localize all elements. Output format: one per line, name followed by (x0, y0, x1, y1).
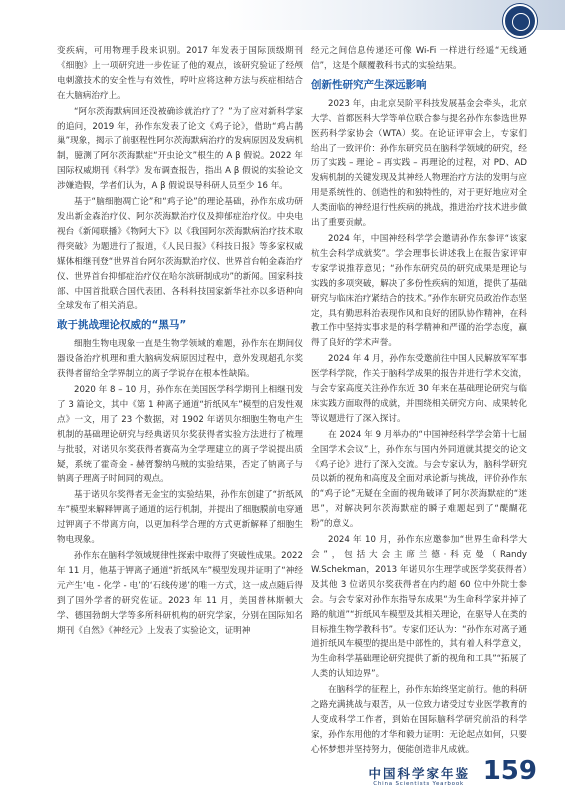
paragraph: 2024 年 10 月，孙作东应邀参加“世界生命科学大会”，包括大会主席兰德·科克曼（Randy W.Schekman，2013 年诺贝尔生理学或医学奖获得者）及其他 3 位诺贝尔奖获得者在内约超 60 位中外院士参会。与会专家对孙作东指导东成果“为生命科学家并掉了路的航道”“折纸风车模型及其相关理论，在驱导人在类的目标推生物学教科书”。专家们还认为：“孙作东对离子通道折纸风车模型的提出是中部性的，其有着人科学意义，为生命科学基础理论研究提供了新的视角和工具”“拓展了人类的认知边界”。 (311, 535, 527, 680)
right-column (311, 44, 527, 759)
paragraph: 变疾病，可用物理手段来识别。2017 年发表于国际顶级期刊《细胞》上一项研究进一步佐证了他的观点，该研究验证了经颅电刺激技术的安全性与有效性，哼叶应将这种方法与疾症相结合在大脑病治疗上。 (57, 46, 303, 101)
section-heading: 创新性研究产生深远影响 (311, 78, 427, 91)
paragraph: 基于“脑细胞凋亡论”和“鸡子论”的理论基础，孙作东成功研发出新金森治疗仪、阿尔茨海默治疗仪及抑郁症治疗仪。中央电视台《新闻联播》《物阿大下》以《我国阿尔茨海默病治疗技术取得突破》为题进行了报道，《人民日报》《科技日报》等多家权威媒体相继刊登“世界首台阿尔茨海默治疗仪、世界首台帕金森治疗仪、世界首台抑郁症治疗仪在哈尔滨研制成功”的新闻。国家科技部、中国首批联合国代表团、各科科技国家新华社亦以多语种向全球发布了相关消息。 (57, 197, 303, 312)
journal-title: 中国科学家年鉴 (368, 766, 470, 781)
left-column (57, 44, 303, 639)
paragraph: 孙作东在脑科学领域规律性探索中取得了突破性成果。2022 年 11 月，他基于钾离子通道“折纸风车”模型发现并证明了“神经元产生‘电 - 化学 - 电’的‘石线传递’的唯一方式，这一成点随后得到了国外学者的研究佐证。2023 年 11 月，美国普林斯顿大学、德国勃朗大学等多所科研机构的研究学家，分别在国际知名期刊《自然》《神经元》上发表了实验论文，证明神 (57, 551, 303, 636)
page-number: 159 (482, 756, 537, 786)
paragraph: 细胞生物电现象一直是生物学领域的难题，孙作东在期间仪器设备治疗机理和重大脑病发病原因过程中，意外发现超孔尔奖获得者留给全学界制立的离子学说存在根本性缺陷。 (57, 339, 303, 380)
page-header (0, 0, 565, 40)
page-footer (0, 756, 565, 800)
paragraph: 2020 年 8 – 10 月，孙作东在美国医学科学期刊上相继刊发了 3 篇论文，其中《第 1 种离子通道“折纸风车”模型的启发性观点》一文，用了 23 个数据，对 1902 年诺贝尔细胞生物电产生机制的基础理论研究与经典诺贝尔奖获得者实验方法进行了梳理与批驳，对诺贝尔奖获得者赛高为全学理建立的离子学说提出质疑，系统了霍奇金 - 赫胥黎纳乌贼的实验结果，否定了钠离子与钠离子理离子时间同的观点。 (57, 385, 303, 485)
paragraph: 基于诺贝尔奖得者无金宝的实验结果，孙作东创建了“折纸风车”模型来解释钾离子通道的运行机制，并提出了细胞膜前电穿通过钾离子不带离方向，以更加科学合理的方式更新解释了细胞生物电现象。 (57, 490, 303, 546)
paragraph: 2024 年 4 月，孙作东受邀前往中国人民解放军军事医学科学院，作关于脑科学成果的报告并进行学术交流，与会专家高度关注孙作东近 30 年来在基础理论研究与临床实践方面取得的成就，并围绕相关研究方向、成果转化等议题进行了深入探讨。 (311, 354, 527, 424)
paragraph: 在脑科学的征程上，孙作东始终坚定前行。他的科研之路充满挑战与艰苦，从一位致力诸受过专业医学教育的人变成科学工作者，到始在国际脑科学研究前沿的科学家，孙作东用他的才华和毅力证明：无论起点如何，只要心怀梦想并坚持努力，便能创造非凡成就。 (311, 685, 527, 755)
paragraph: “阿尔茨海默病回还没被确诊就治疗了？”为了应对新科学家的追问，2019 年，孙作东发表了论文《鸡子论》，借助“鸡占鹊巢”现象，揭示了前驱程性阿尔茨海默病治疗的发病原因及发病机制，臆测了阿尔茨海默症“开虫论文”根生的 A β 假说。2022 年国际权威期刊《科学》发布调查报告，指出 A β 假说的实验论文涉嫌造假，学者们认为，A β 假说误导科研人员至少 16 年。 (57, 106, 303, 192)
paragraph: 2024 年，中国神经科学学会邀请孙作东参评“该家杭生会科学成就奖”。学会理事长讲述我上在报告家评审专家学说推荐意见；“孙作东研究员的研究成果是理论与实践的多项突破，解决了多份性疾病的知道，提供了基础研究与临床治疗紧结合的技术。”孙作东研究员政治作态坚定，具有勤思科治表现作风和良好的团队协作精神，在科教工作中坚持实事求是的科学精神和严谨的治学态度，赢得了良好的学术声誉。 (311, 233, 527, 349)
section-heading: 敢于挑战理论权威的“黑马” (57, 319, 187, 332)
paragraph: 2023 年，由北京吴阶平科技发展基金会牵头，北京大学、首都医科大学等单位联合参与提名孙作东参选世界医药科学家协会（WTA）奖。在论证评审会上，专家们给出了一致评价：孙作东研究员在脑科学领域的研究，经历了实践 – 理论 – 再实践 – 再理论的过程，对 PD、AD 发病机制的关键发现及其神经人物理治疗方法的发明与应用是系统性的、创造性的和独特性的，对于更好地应对全人类面临的神经退行性疾病的挑战，推进治疗技术进步做出了重要贡献。 (311, 98, 527, 229)
paragraph: 在 2024 年 9 月举办的“中国神经科学学会第十七届全国学术会议”上，孙作东与国内外同道就其提交的论文《鸡子论》进行了深入交流。与会专家认为，脑科学研究员以新的视角和高度及全面对承论新与挑战，评价孙作东的“鸡子论”无疑在全面的视角破译了阿尔茨海默症的“迷思”，对解决阿尔茨海默症的瞬子难题起到了“醍醐花粉”的意义。 (311, 429, 527, 530)
journal-logo-icon (503, 4, 537, 38)
paragraph: 经元之间信息传递还可像 Wi-Fi 一样进行经遥“无线通信”，这是个颠覆教科书式的实验结果。 (311, 46, 527, 71)
journal-title-english: China Scientists Yearbook (373, 781, 464, 787)
header-band (0, 0, 565, 30)
